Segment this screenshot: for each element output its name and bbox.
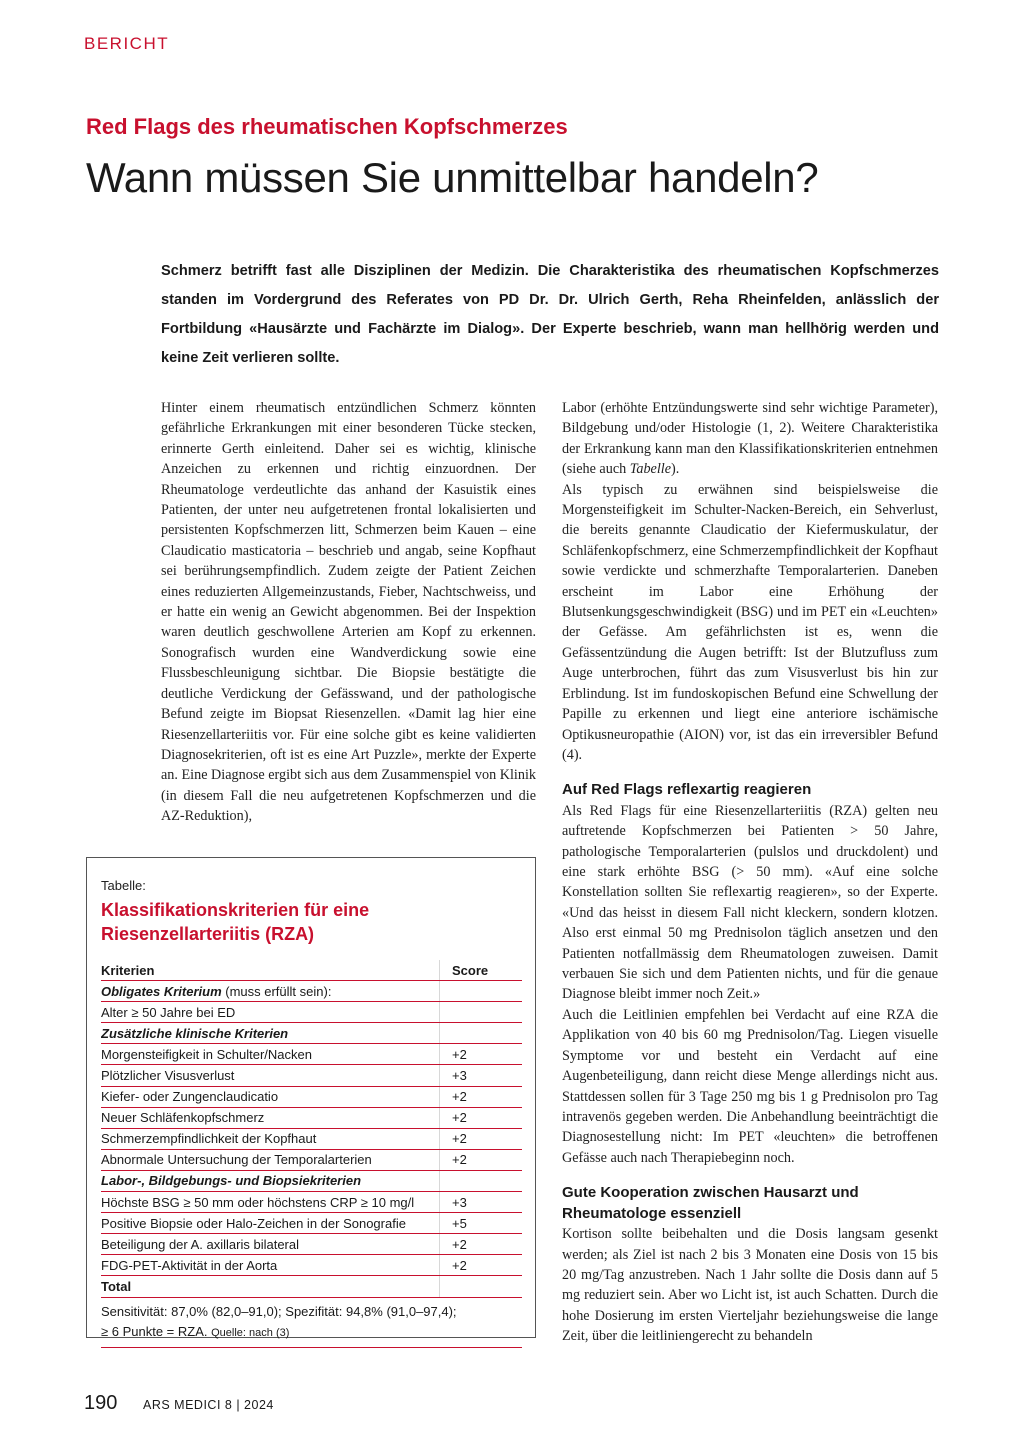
table-footnote bbox=[101, 1298, 522, 1348]
criterion-score: +2 bbox=[439, 1087, 522, 1107]
criteria-table bbox=[101, 960, 522, 1348]
criterion-label: Schmerzempfindlichkeit der Kopfhaut bbox=[101, 1131, 317, 1147]
obligat-label: Obligates Kriterium bbox=[101, 983, 222, 999]
criterion-label: Neuer Schläfenkopfschmerz bbox=[101, 1110, 265, 1126]
criterion-label: Kiefer- oder Zungenclaudicatio bbox=[101, 1089, 279, 1105]
criterion-label: Höchste BSG ≥ 50 mm oder höchstens CRP ≥ 10 mg/l bbox=[101, 1194, 415, 1210]
table-row bbox=[101, 1044, 522, 1065]
criterion-score: +2 bbox=[439, 1108, 522, 1128]
footnote-source: Quelle: nach (3) bbox=[211, 1326, 290, 1339]
table-reference: Tabelle bbox=[629, 461, 672, 478]
criterion-label: FDG-PET-Aktivität in der Aorta bbox=[101, 1257, 278, 1273]
table-row bbox=[101, 1192, 522, 1213]
criterion-label: Morgensteifigkeit in Schulter/Nacken bbox=[101, 1046, 312, 1062]
section-label: BERICHT bbox=[84, 34, 170, 53]
body-paragraph: Auch die Leitlinien empfehlen bei Verdacht auf eine RZA die Applikation von 40 bis 60 mg Prednisolon/Tag. Liegen visuelle Symptome vor und besteht ein Verdacht auf eine Augenbeteiligung, dann reicht diese Menge allerdings nicht aus. Stattdessen sollen für 3 Tage 250 mg bis 1 g Prednisolon pro Tag intravenös gegeben werden. Die Anbehandlung beeinträchtigt die Diagnosestellung nicht: Im PET «leuchten» die betroffenen Gefässe auch nach Therapiebeginn noch. bbox=[562, 1006, 938, 1166]
table-row bbox=[101, 1002, 522, 1023]
criterion-score: +5 bbox=[439, 1213, 522, 1233]
table-total-row: Total bbox=[101, 1276, 522, 1297]
page-number: 190 bbox=[84, 1392, 118, 1414]
body-paragraph: Hinter einem rheumatisch entzündlichen Schmerz könnten gefährliche Erkrankungen mit einer besonderen Tücke stecken, erinnerte Gerth einleitend. Daher sei es wichtig, klinische Anzeichen zu erkennen und richtig einzuordnen. Der Rheumatologe verdeutlichte das anhand der Kasuistik eines Patienten, der unter neu aufgetretenen frontal lokalisierten und persistenten Kopfschmerzen litt, Schmerzen beim Kauen – eine Claudicatio masticatoria – beschrieb und angab, seine Kopfhaut sei berührungsempfindlich. Zudem zeigte der Patient Zeichen eines reduzierten Allgemeinzustands, Fieber, Nachtschweiss, und er hatte ein wenig an Gewicht abgenommen. Bei der Inspektion waren deutlich geschwollene Arterien am Kopf zu erkennen. Sonografisch wurden eine Wandverdickung sowie eine Flussbeschleunigung sichtbar. Die Biopsie bestätigte die deutliche Verdickung der Gefässwand, und der pathologische Befund zeigte im Biopsat Riesenzellen. «Damit lag hier eine Riesenzellarteriitis vor. Für eine solche gibt es keine validierten Diagnosekriterien, oft ist es eine Art Puzzle», merkte der Experte an. Eine Diagnose ergibt sich aus dem Zusammenspiel von Klinik (in diesem Fall die neu aufgetretenen Kopfschmerzen und die AZ-Reduktion), bbox=[161, 400, 536, 825]
table-row bbox=[101, 1129, 522, 1150]
body-paragraph: Kortison sollte beibehalten und die Dosis langsam gesenkt werden; als Ziel ist nach 2 bis 3 Monaten eine Dosis von 15 bis 20 mg/Tag anzustreben. Nach 1 Jahr sollte die Dosis dann auf 5 mg reduziert sein. Aber wo Licht ist, ist auch Schatten. Durch die hohe Dosierung im ersten Vierteljahr beziehungsweise die lange Zeit, über die leitliniengerecht zu behandeln bbox=[562, 1226, 938, 1345]
body-paragraph: Labor (erhöhte Entzündungswerte sind sehr wichtige Parameter), Bildgebung und/oder Histologie (1, 2). Weitere Charakteristika der Erkrankung kann man den Klassifikationskriterien entnehmen (siehe auch Tabelle). bbox=[562, 400, 938, 478]
article-headline: Wann müssen Sie unmittelbar handeln? bbox=[86, 154, 819, 201]
body-column-right bbox=[562, 398, 938, 1347]
article-kicker: Red Flags des rheumatischen Kopfschmerzes bbox=[86, 114, 568, 139]
obligat-note: (muss erfüllt sein): bbox=[221, 983, 332, 999]
footnote-line: Sensitivität: 87,0% (82,0–91,0); Spezifität: 94,8% (91,0–97,4); bbox=[101, 1303, 457, 1319]
criterion-score: +2 bbox=[439, 1044, 522, 1064]
subheading-red-flags: Auf Red Flags reflexartig reagieren bbox=[562, 781, 812, 799]
table-row bbox=[101, 1087, 522, 1108]
table-row bbox=[101, 1255, 522, 1276]
table-row bbox=[101, 1234, 522, 1255]
criterion-label: Plötzlicher Visusverlust bbox=[101, 1068, 235, 1084]
header-score: Score bbox=[439, 960, 522, 980]
criterion-score: +2 bbox=[439, 1255, 522, 1275]
table-row-obligat bbox=[101, 981, 522, 1002]
journal-footer: ARS MEDICI 8 | 2024 bbox=[143, 1398, 274, 1412]
table-header-row bbox=[101, 960, 522, 981]
header-criteria: Kriterien bbox=[101, 962, 155, 978]
table-caption: Tabelle: bbox=[101, 878, 146, 893]
table-title: Klassifikationskriterien für eine Riesenzellarteriitis (RZA) bbox=[101, 900, 370, 944]
criterion-label: Alter ≥ 50 Jahre bei ED bbox=[101, 1004, 236, 1020]
body-column-left bbox=[161, 398, 536, 827]
criterion-score: +2 bbox=[439, 1150, 522, 1170]
criteria-table-box bbox=[86, 857, 536, 1338]
criterion-score: +2 bbox=[439, 1129, 522, 1149]
subheading-cooperation: Gute Kooperation zwischen Hausarzt und Rheumatologe essenziell bbox=[562, 1184, 859, 1222]
criterion-label: Beteiligung der A. axillaris bilateral bbox=[101, 1236, 299, 1252]
footnote-line: ≥ 6 Punkte = RZA. bbox=[101, 1323, 208, 1339]
table-group-lab: Labor-, Bildgebungs- und Biopsiekriterien bbox=[101, 1171, 522, 1192]
table-row bbox=[101, 1065, 522, 1086]
table-row bbox=[101, 1213, 522, 1234]
table-row bbox=[101, 1150, 522, 1171]
criterion-score: +3 bbox=[439, 1065, 522, 1085]
criterion-label: Positive Biopsie oder Halo-Zeichen in der Sonografie bbox=[101, 1215, 406, 1231]
body-paragraph: Als typisch zu erwähnen sind beispielsweise die Morgensteifigkeit im Schulter-Nacken-Bereich, ein Sehverlust, die bereits genannte Claudicatio der Kiefermuskulatur, der Schläfenkopfschmerz, eine Schmerzempfindlichkeit der Kopfhaut sowie verdickte und schmerzhafte Temporalarterien. Daneben erscheint im Labor eine Erhöhung der Blutsenkungsgeschwindigkeit (BSG) und im PET ein «Leuchten» der Gefässe. Am gefährlichsten ist es, wenn die Gefässentzündung die Augen betrifft: Ist der Blutzufluss zum Auge unterbrochen, führt das zum Visusverlust bis hin zur Erblindung. Ist im fundoskopischen Befund eine Schwellung der Papille zu erkennen und liegt eine anteriore ischämische Optikusneuropathie (AION) vor, ist das ein irreversibler Befund (4). bbox=[562, 481, 938, 763]
criterion-score: +3 bbox=[439, 1192, 522, 1212]
table-row bbox=[101, 1108, 522, 1129]
criterion-score: +2 bbox=[439, 1234, 522, 1254]
table-group-clinical: Zusätzliche klinische Kriterien bbox=[101, 1023, 522, 1044]
article-lead: Schmerz betrifft fast alle Disziplinen der Medizin. Die Charakteristika des rheumatischen Kopfschmerzes standen im Vordergrund des Referates von PD Dr. Dr. Ulrich Gerth, Reha Rheinfelden, anlässlich der Fortbildung «Hausärzte und Fachärzte im Dialog». Der Experte beschrieb, wann man hellhörig werden und keine Zeit verlieren sollte. bbox=[161, 263, 939, 366]
body-paragraph: Als Red Flags für eine Riesenzellarteriitis (RZA) gelten neu auftretende Kopfschmerzen bei Patienten > 50 Jahre, pathologische Temporalarterien (pulslos und druckdolent) und eine stark erhöhte BSG (> 50 mm). «Auf eine solche Konstellation sollten Sie reflexartig reagieren», so der Experte. «Und das heisst in diesem Fall nicht kleckern, sondern klotzen. Also erst einmal 50 mg Prednisolon täglich ansetzen und den Patienten notfallmässig dem Rheumatologen zuweisen. Damit verbauen Sie sich und dem Patienten nichts, und für die genaue Diagnose bleibt immer noch Zeit.» bbox=[562, 802, 938, 1003]
criterion-label: Abnormale Untersuchung der Temporalarterien bbox=[101, 1152, 372, 1168]
